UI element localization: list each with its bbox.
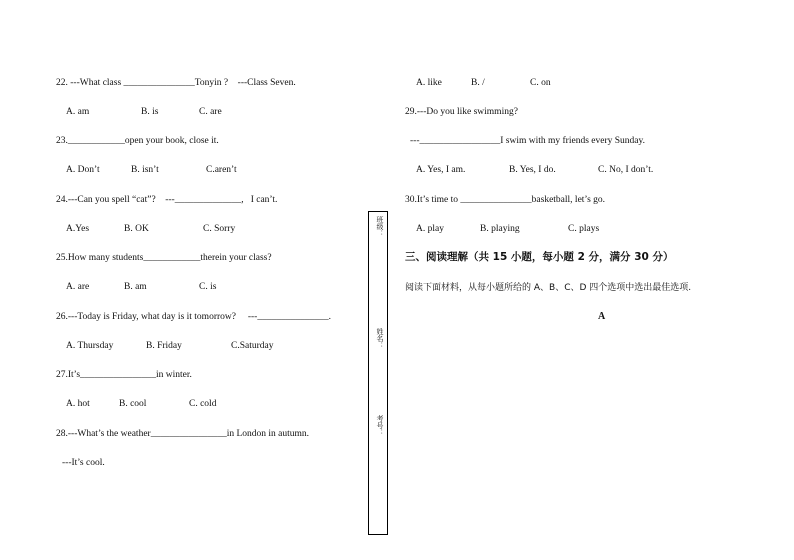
question-25-option-a: A. are	[66, 282, 90, 292]
question-27-option-a: A. hot	[66, 399, 90, 409]
name-label: 姓名：	[376, 328, 384, 349]
question-27-stem: 27.It’s________________in winter.	[56, 370, 192, 380]
question-29-option-a: A. Yes, I am.	[416, 165, 466, 175]
question-22-stem: 22. ---What class _______________Tonyin ? ---Class Seven.	[56, 78, 296, 88]
question-28-answer: ---It’s cool.	[62, 458, 105, 468]
question-23-option-b: B. isn’t	[131, 165, 159, 175]
question-27-option-b: B. cool	[119, 399, 147, 409]
question-24-option-a: A.Yes	[66, 224, 90, 234]
question-24-option-b: B. OK	[124, 224, 149, 234]
question-29-stem: 29.---Do you like swimming?	[405, 107, 518, 117]
passage-label: A	[598, 311, 606, 322]
question-25-option-b: B. am	[124, 282, 147, 292]
question-23-option-c: C.aren’t	[206, 165, 237, 175]
question-29-option-b: B. Yes, I do.	[509, 165, 556, 175]
question-24-stem: 24.---Can you spell “cat”? ---______________, I can’t.	[56, 195, 278, 205]
question-30-option-c: C. plays	[568, 224, 600, 234]
reading-instruction: 阅读下面材料，从每小题所给的 A、B、C、D 四个选项中选出最佳选项.	[405, 283, 692, 293]
question-23-option-a: A. Don’t	[66, 165, 100, 175]
class-label: 班级：	[376, 216, 384, 237]
question-28-option-c: C. on	[530, 78, 551, 88]
question-30-option-a: A. play	[416, 224, 444, 234]
question-30-option-b: B. playing	[480, 224, 520, 234]
question-22-option-c: C. are	[199, 107, 222, 117]
question-22-option-b: B. is	[141, 107, 159, 117]
binding-strip	[368, 211, 388, 535]
question-22-option-a: A. am	[66, 107, 90, 117]
question-30-stem: 30.It’s time to _______________basketball, let’s go.	[405, 195, 606, 205]
question-23-stem: 23.____________open your book, close it.	[56, 136, 219, 146]
question-26-option-b: B. Friday	[146, 341, 182, 351]
question-26-option-c: C.Saturday	[231, 341, 274, 351]
question-25-stem: 25.How many students____________therein your class?	[56, 253, 272, 263]
question-28-stem: 28.---What’s the weather________________in London in autumn.	[56, 429, 310, 439]
question-27-option-c: C. cold	[189, 399, 217, 409]
question-29-option-c: C. No, I don’t.	[598, 165, 654, 175]
question-29-reply: ---_________________I swim with my friends every Sunday.	[410, 136, 646, 146]
section-title: 三、阅读理解（共 15 小题，每小题 2 分，满分 30 分）	[405, 251, 674, 263]
student-id-label: 考号：	[376, 415, 384, 436]
question-25-option-c: C. is	[199, 282, 217, 292]
question-28-option-a: A. like	[416, 78, 442, 88]
question-28-option-b: B. /	[471, 78, 485, 88]
question-26-stem: 26.---Today is Friday, what day is it tomorrow? ---_______________.	[56, 312, 331, 322]
question-24-option-c: C. Sorry	[203, 224, 236, 234]
question-26-option-a: A. Thursday	[66, 341, 114, 351]
